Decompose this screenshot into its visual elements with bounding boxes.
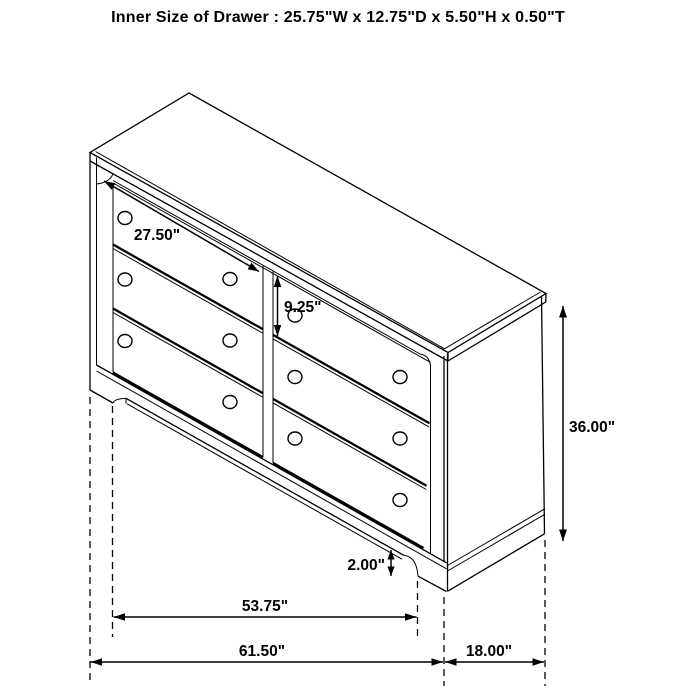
dresser-drawing — [90, 93, 546, 592]
apron-edge — [126, 398, 404, 555]
drawer-knob — [223, 273, 237, 286]
dresser-right-side — [448, 296, 546, 591]
drawer-knob — [393, 494, 407, 507]
drawer-knob — [393, 371, 407, 384]
drawer-knob — [223, 396, 237, 409]
dim-drawer-width-label: 27.50" — [133, 227, 181, 244]
page-title: Inner Size of Drawer : 25.75"W x 12.75"D x 5.50"H x 0.50"T — [111, 9, 565, 26]
dim-height-label: 36.00" — [569, 419, 616, 436]
right-foot-curve — [404, 555, 418, 576]
drawer-knob — [288, 432, 302, 445]
dim-feet-span-label: 53.75" — [241, 598, 289, 615]
dim-toe-clearance-label: 2.00" — [347, 557, 385, 574]
dim-drawer-height-arrow — [274, 276, 282, 336]
back-right-edge — [542, 296, 545, 534]
dim-drawer-width-arrow — [104, 181, 259, 272]
drawer-knob — [118, 273, 132, 286]
dim-height-arrow — [559, 306, 567, 541]
dim-drawer-height-label: 9.25" — [284, 299, 322, 316]
apron-return-edge — [127, 404, 402, 559]
dresser-left-edge — [90, 153, 97, 391]
drawer-knob — [288, 371, 302, 384]
left-foot-curve — [113, 398, 126, 403]
drawer-knob — [223, 334, 237, 347]
drawer-knob — [393, 432, 407, 445]
drawer-knob — [118, 212, 132, 225]
drawer-column-left — [113, 245, 263, 458]
dim-depth-label: 18.00" — [465, 643, 513, 660]
drawer-knob — [118, 335, 132, 348]
dim-width-label: 61.50" — [238, 643, 286, 660]
